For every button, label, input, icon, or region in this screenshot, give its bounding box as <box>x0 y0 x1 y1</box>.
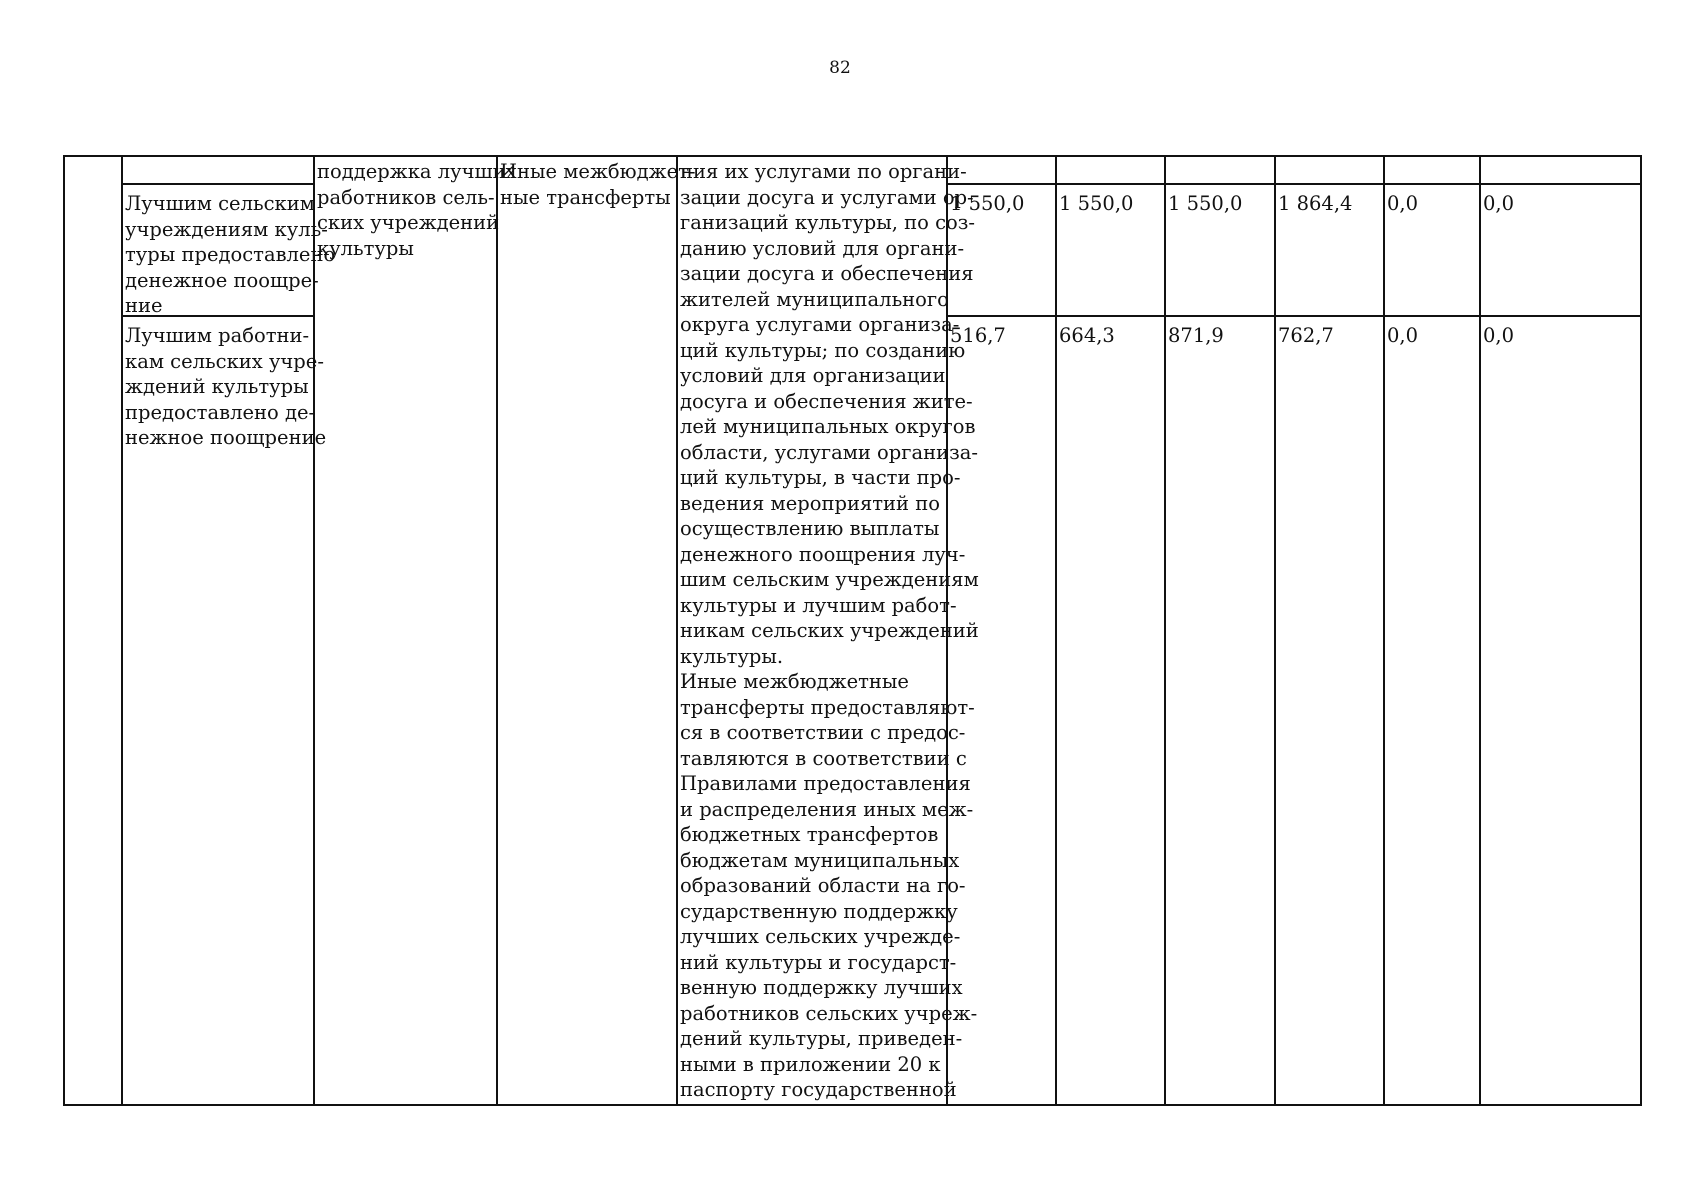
col-sep-4 <box>676 155 678 1106</box>
row-sep-values-2 <box>946 315 1642 317</box>
col-sep-6 <box>1055 155 1057 1106</box>
table-border-bottom <box>63 1104 1642 1106</box>
col-sep-9 <box>1383 155 1385 1106</box>
data-table <box>63 155 1642 1106</box>
col-sep-3 <box>496 155 498 1106</box>
value-r1-c6: 0,0 <box>1483 192 1515 215</box>
table-border-top-partial <box>63 155 1642 157</box>
col-sep-10 <box>1479 155 1481 1106</box>
col-sep-7 <box>1164 155 1166 1106</box>
result-row-2: Лучшим работни- кам сельских учре- ждений культуры предоставлено де- нежное поощрение <box>125 324 327 449</box>
value-r1-c5: 0,0 <box>1387 192 1419 215</box>
value-r2-c3: 871,9 <box>1168 324 1224 347</box>
value-r1-c2: 1 550,0 <box>1059 192 1134 215</box>
value-r1-c1: 1 550,0 <box>950 192 1025 215</box>
row-sep-values-1 <box>946 183 1642 185</box>
value-r2-c1: 516,7 <box>950 324 1006 347</box>
col-sep-8 <box>1274 155 1276 1106</box>
row-sep-result-1 <box>121 183 315 185</box>
value-r2-c6: 0,0 <box>1483 324 1515 347</box>
description-cell: ния их услугами по органи- зации досуга и услугами ор- ганизаций культуры, по соз- данию условий для органи- зации досуга и обеспечения жителей муниципального округа услугами организа- ций культуры; по созданию условий для организации досуга и обеспечения жите- лей муниципальных округов области, услугами организа- ций культуры, в части про- ведения мероприятий по осуществлению выплаты денежного поощрения луч- шим сельским учреждениям культуры и лучшим работ- никам сельских учреждений культуры. Иные межбюджетные трансферты предоставляют- ся в соответствии с предос- тавляются в соответствии с Правилами предоставления и распределения иных меж- бюджетных трансфертов бюджетам муниципальных образований области на го- сударственную поддержку лучших сельских учрежде- ний культуры и государст- венную поддержку лучших работников сельских учреж- дений культуры, приведен- ными в приложении 20 к паспорту государственной <box>680 160 979 1101</box>
value-r2-c2: 664,3 <box>1059 324 1115 347</box>
program-name-cell: поддержка лучших работников сель- ских учреждений культуры <box>317 160 517 260</box>
table-border-left <box>63 155 65 1106</box>
value-r1-c4: 1 864,4 <box>1278 192 1353 215</box>
table-border-right <box>1640 155 1642 1106</box>
page-number: 82 <box>829 58 851 78</box>
value-r2-c4: 762,7 <box>1278 324 1334 347</box>
col-sep-1 <box>121 155 123 1106</box>
result-row-1: Лучшим сельским учреждениям куль- туры предоставлено денежное поощре- ние <box>125 192 336 317</box>
transfer-type-cell: Иные межбюджет- ные трансферты <box>500 160 696 209</box>
value-r2-c5: 0,0 <box>1387 324 1419 347</box>
value-r1-c3: 1 550,0 <box>1168 192 1243 215</box>
